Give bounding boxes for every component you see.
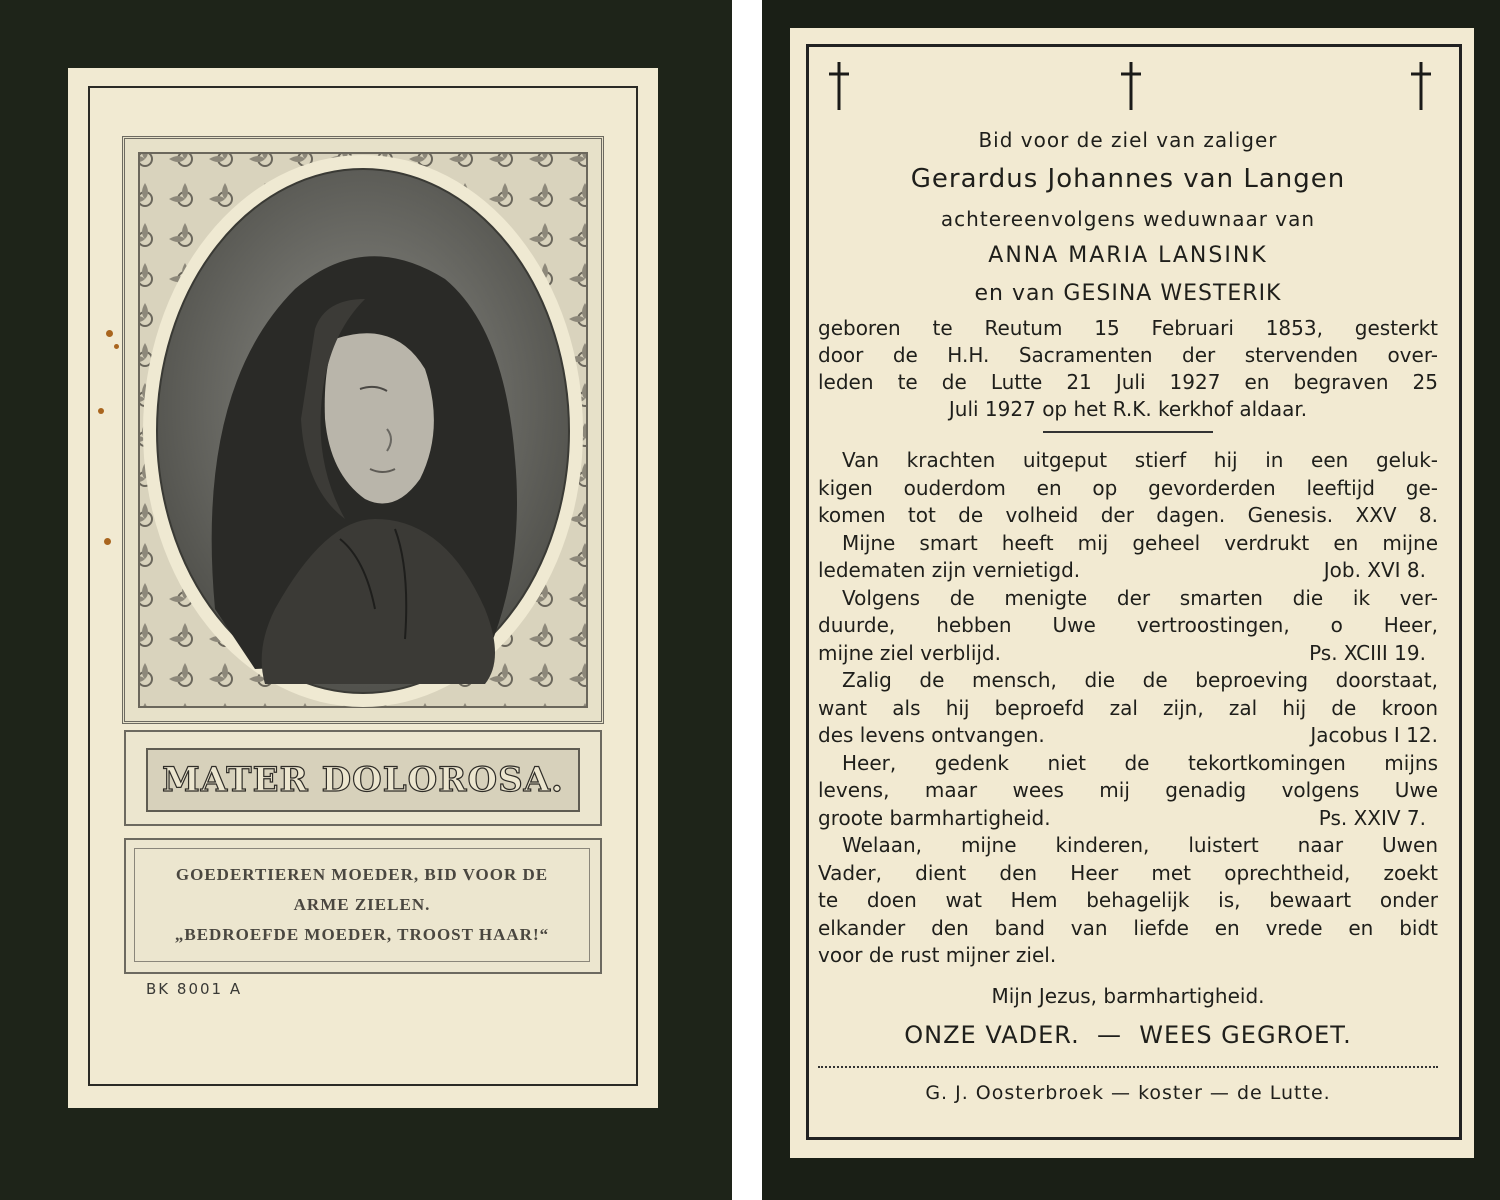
verse-line: Zalig de mensch, die de beproeving doorstaat, (842, 668, 1438, 692)
cross-icon (826, 60, 852, 112)
verse-block (818, 750, 1438, 833)
stain-mark (104, 538, 111, 545)
verse-text: mijne ziel verblijd. (818, 640, 1001, 665)
bio-line: geboren te Reutum 15 Februari 1853, gesterkt (818, 316, 1438, 340)
verse-reference: Jacobus I 12. (1310, 723, 1438, 747)
scripture-verses (818, 447, 1438, 970)
verse-line: kigen ouderdom en op gevorderden leeftijd ge- (818, 475, 1438, 500)
printer-credit: G. J. Oosterbroek — koster — de Lutte. (925, 1081, 1331, 1104)
verse-reference: Ps. XXIV 7. (1318, 805, 1426, 830)
verse-line: te doen wat Hem behagelijk is, bewaart onder (818, 888, 1438, 912)
dotted-divider (818, 1066, 1438, 1068)
intro-line: Bid voor de ziel van zaliger (978, 128, 1278, 152)
verse-line: elkander den band van liefde en vrede en bidt (818, 915, 1438, 940)
verse-line: komen tot de volheid der dagen. Genesis. XXV 8. (818, 503, 1438, 527)
verse-line (818, 722, 1438, 750)
card-title: MATER DOLOROSA. (162, 760, 564, 800)
madonna-engraving-image (125, 139, 601, 721)
verse-line (818, 557, 1438, 585)
biography (818, 315, 1438, 423)
closing-prayers: ONZE VADER. — WEES GEGROET. (904, 1020, 1352, 1049)
prayer-text (134, 848, 590, 962)
verse-block (818, 667, 1438, 750)
verse-line (818, 805, 1438, 833)
invocation: Mijn Jezus, barmhartigheid. (991, 983, 1265, 1008)
title-plate (146, 748, 580, 812)
verse-line: want als hij beproefd zal zijn, zal hij de kroon (818, 695, 1438, 720)
memorial-card-front (68, 68, 658, 1108)
verse-line: levens, maar wees mij genadig volgens Uwe (818, 778, 1438, 802)
cross-icon (1408, 60, 1434, 112)
relation-line: achtereenvolgens weduwnaar van (940, 207, 1316, 231)
cross-icon (1118, 60, 1144, 112)
bio-line: door de H.H. Sacramenten der stervenden over- (818, 343, 1438, 367)
prayer-panel (124, 838, 602, 974)
catalog-number: BK 8001 A (146, 980, 243, 998)
bio-line: Juli 1927 op het R.K. kerkhof aldaar. (948, 397, 1308, 421)
title-panel (124, 730, 602, 826)
verse-line: Vader, dient den Heer met oprechtheid, zoekt (818, 860, 1438, 885)
section-divider (1043, 431, 1213, 433)
verse-block (818, 585, 1438, 668)
verse-text: groote barmhartigheid. (818, 805, 1051, 830)
stain-mark (98, 408, 104, 414)
verse-line: voor de rust mijner ziel. (818, 943, 1057, 967)
verse-text: ledematen zijn vernietigd. (818, 558, 1081, 582)
verse-line: Welaan, mijne kinderen, luistert naar Uwen (842, 833, 1438, 857)
prayer-line: GOEDERTIEREN MOEDER, BID VOOR DE (175, 865, 549, 884)
madonna-picture-frame (122, 136, 604, 724)
verse-line: Volgens de menigte der smarten die ik ver- (842, 585, 1438, 610)
verse-block (818, 530, 1438, 585)
verse-reference: Job. XVI 8. (1323, 558, 1426, 582)
verse-block (818, 832, 1438, 970)
verse-block (818, 447, 1438, 530)
verse-text: des levens ontvangen. (818, 723, 1045, 747)
obituary-text (818, 123, 1438, 1106)
verse-line: Mijne smart heeft mij geheel verdrukt en mijne (842, 530, 1438, 555)
stain-mark (106, 330, 113, 337)
prayer-line: „BEDROEFDE MOEDER, TROOST HAAR!“ (174, 925, 550, 944)
verse-line: Heer, gedenk niet de tekortkomingen mijns (842, 750, 1438, 775)
verse-line: duurde, hebben Uwe vertroostingen, o Heer, (818, 613, 1438, 637)
deceased-name: Gerardus Johannes van Langen (910, 164, 1346, 194)
verse-line: Van krachten uitgeput stierf hij in een geluk- (842, 448, 1438, 472)
verse-line (818, 640, 1438, 668)
spouse-first: ANNA MARIA LANSINK (988, 243, 1268, 268)
verse-reference: Ps. XCIII 19. (1309, 640, 1426, 665)
stain-mark (114, 344, 119, 349)
prayer-line: ARME ZIELEN. (293, 895, 431, 914)
bio-line: leden te de Lutte 21 Juli 1927 en begraven 25 (818, 370, 1438, 394)
memorial-card-back (790, 28, 1474, 1158)
spouse-second: en van GESINA WESTERIK (974, 281, 1282, 306)
